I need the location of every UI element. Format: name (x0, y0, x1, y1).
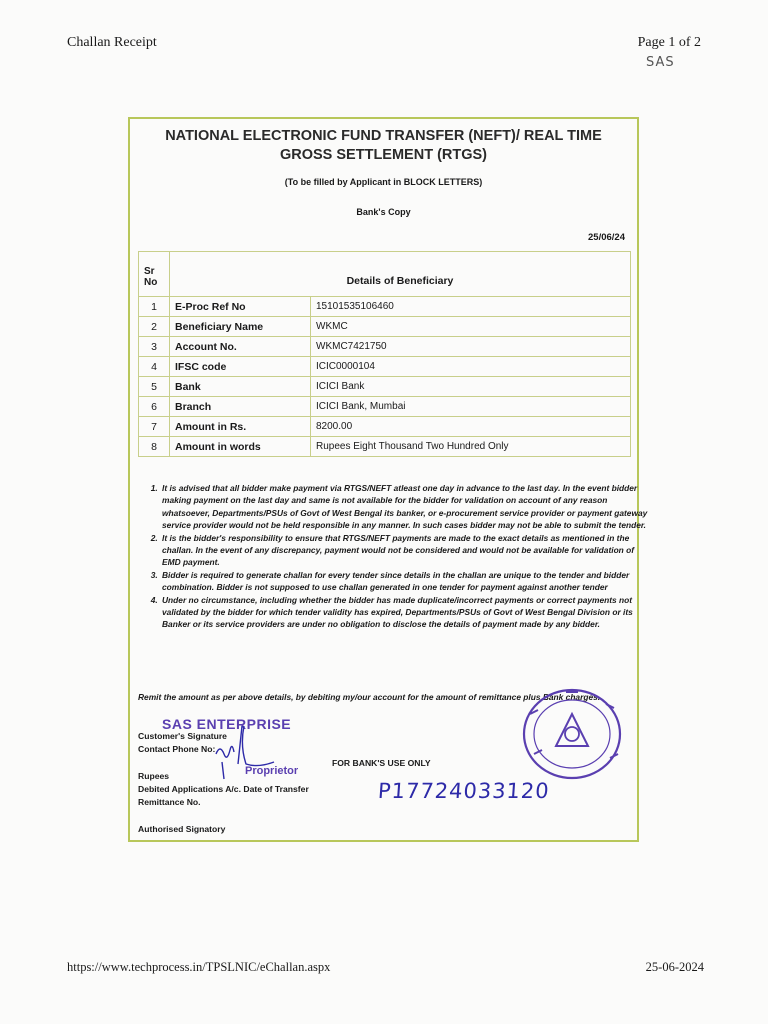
table-row (139, 317, 631, 337)
table-row (139, 337, 631, 357)
table-row (139, 397, 631, 417)
row-field-value: ICIC0000104 (311, 357, 631, 377)
proprietor-stamp: Proprietor (245, 765, 299, 777)
col-sr-no: Sr No (139, 252, 170, 297)
beneficiary-table (138, 251, 631, 457)
note-item: 2. It is the bidder's responsibility to ensure that RTGS/NEFT payments are made to the exact details as mentioned in the challan. In the event of any discrepancy, payment would not be considered and would not be available for validation of EMD payment. (160, 532, 650, 569)
table-header-row (139, 252, 631, 297)
row-field-value: WKMC (311, 317, 631, 337)
form-title: NATIONAL ELECTRONIC FUND TRANSFER (NEFT)/ REAL TIME GROSS SETTLEMENT (RTGS) (165, 128, 602, 163)
form-date: 25/06/24 (588, 232, 625, 243)
row-sr-number: 2 (139, 317, 170, 337)
row-field-label: Amount in Rs. (170, 417, 311, 437)
row-field-label: Amount in words (170, 437, 311, 457)
row-sr-number: 1 (139, 297, 170, 317)
row-field-label: Bank (170, 377, 311, 397)
row-field-label: IFSC code (170, 357, 311, 377)
row-field-value: Rupees Eight Thousand Two Hundred Only (311, 437, 631, 457)
row-field-label: Beneficiary Name (170, 317, 311, 337)
remittance-no-label: Remittance No. (138, 797, 201, 807)
bank-use-label: FOR BANK'S USE ONLY (332, 758, 431, 768)
row-sr-number: 5 (139, 377, 170, 397)
row-sr-number: 8 (139, 437, 170, 457)
note-item: 1. It is advised that all bidder make payment via RTGS/NEFT atleast one day in advance to the last day. In the event bidder making payment on the last day and same is not available for the bidder for validation on account of any reason whatsoever, Departments/PSUs of Govt of West Bengal its banker, or e-procurement service provider or payment gateway service provider would not be held responsible in any manner. In such cases bidder may not be able to submit the tender. (160, 482, 650, 532)
row-field-value: 15101535106460 (311, 297, 631, 317)
customer-signature-label: Customer's Signature (138, 731, 227, 741)
row-field-label: E-Proc Ref No (170, 297, 311, 317)
handwritten-reference-number: P17724033120 (377, 779, 551, 803)
debited-label: Debited Applications A/c. Date of Transfer (138, 784, 309, 794)
table-row (139, 297, 631, 317)
row-field-label: Branch (170, 397, 311, 417)
table-row (139, 377, 631, 397)
row-sr-number: 7 (139, 417, 170, 437)
bank-seal-stamp (516, 684, 634, 784)
remit-instruction: Remit the amount as per above details, by debiting my/our account for the amount of remittance plus Bank charges. (138, 692, 601, 702)
row-field-value: ICICI Bank (311, 377, 631, 397)
authorised-signatory-label: Authorised Signatory (138, 824, 226, 834)
form-subtitle: (To be filled by Applicant in BLOCK LETTERS) (284, 177, 483, 187)
row-field-value: WKMC7421750 (311, 337, 631, 357)
table-body (139, 297, 631, 457)
col-details: Details of Beneficiary (170, 252, 631, 297)
table-row (139, 417, 631, 437)
table-row (139, 357, 631, 377)
row-sr-number: 4 (139, 357, 170, 377)
table-row (139, 437, 631, 457)
page-number: Page 1 of 2 (637, 35, 701, 50)
row-field-value: 8200.00 (311, 417, 631, 437)
notes-list (144, 482, 650, 631)
row-field-value: ICICI Bank, Mumbai (311, 397, 631, 417)
row-sr-number: 3 (139, 337, 170, 357)
note-item: 4. Under no circumstance, including whether the bidder has made duplicate/incorrect payments or correct payments not validated by the bidder for which tender validity has expired, Departments/PSUs of Govt of West Bengal Division or its Banker or its service providers are under no obligation to disclose the details of payment made by any bidder. (160, 594, 650, 631)
copy-label: Bank's Copy (356, 207, 411, 217)
contact-phone-label: Contact Phone No: (138, 744, 216, 754)
footer-date: 25-06-2024 (645, 960, 704, 974)
rupees-label: Rupees (138, 771, 170, 781)
company-stamp: SAS ENTERPRISE (162, 716, 292, 732)
signature-image (210, 724, 280, 784)
page-header-title: Challan Receipt (67, 35, 157, 50)
row-sr-number: 6 (139, 397, 170, 417)
row-field-label: Account No. (170, 337, 311, 357)
note-item: 3. Bidder is required to generate challan for every tender since details in the challan are unique to the tender and bidder combination. Bidder is not supposed to use challan generated in one tender for payment against another tender (160, 569, 650, 594)
challan-form (128, 117, 648, 842)
handwritten-note: SAS (646, 55, 675, 70)
footer-url: https://www.techprocess.in/TPSLNIC/eChallan.aspx (67, 960, 331, 974)
